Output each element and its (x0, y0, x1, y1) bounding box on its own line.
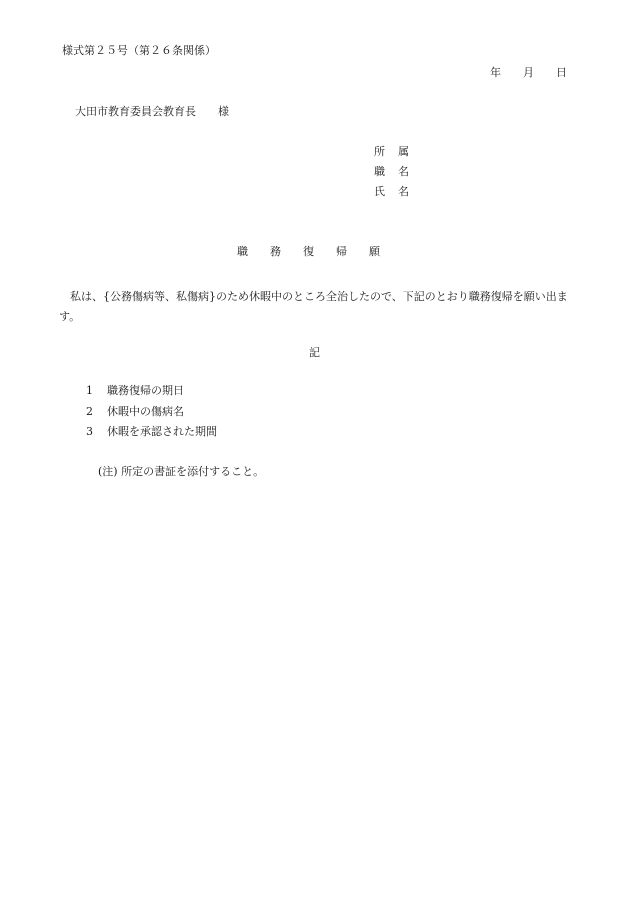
body-paragraph (59, 287, 575, 327)
date-line (490, 67, 567, 78)
title-char: 職 (237, 245, 248, 258)
date-month-label: 月 (523, 66, 534, 79)
name-label-1: 氏 (374, 185, 385, 198)
date-day-label: 日 (556, 66, 567, 79)
applicant-name-row (374, 186, 409, 197)
list-item-text: 休暇を承認された期間 (107, 425, 217, 438)
list-item (86, 385, 184, 396)
title-char: 願 (369, 245, 380, 258)
affiliation-label-1: 所 (374, 145, 385, 158)
affiliation-label-2: 属 (398, 145, 409, 158)
list-item (86, 406, 184, 417)
title-char: 帰 (336, 245, 347, 258)
addressee-name: 大田市教育委員会教育長 (75, 105, 196, 118)
list-item-number: 3 (86, 425, 93, 438)
ki-heading: 記 (309, 346, 320, 359)
list-item-number: 2 (86, 405, 93, 418)
name-label-2: 名 (398, 185, 409, 198)
date-year-label: 年 (490, 66, 501, 79)
document-title (237, 246, 380, 257)
list-item-text: 休暇中の傷病名 (107, 405, 184, 418)
body-text: 私は、{公務傷病等、私傷病}のため休暇中のところ全治したので、下記のとおり職務復帰を願い出ます。 (59, 290, 568, 323)
applicant-position-row (374, 166, 409, 177)
title-char: 務 (270, 245, 281, 258)
list-item (86, 426, 217, 437)
title-char: 復 (303, 245, 314, 258)
form-number: 様式第２５号（第２６条関係） (62, 44, 216, 57)
list-item-number: 1 (86, 384, 93, 397)
list-item-text: 職務復帰の期日 (107, 384, 184, 397)
addressee-honorific: 様 (218, 105, 229, 118)
position-label-2: 名 (398, 165, 409, 178)
applicant-affiliation-row (374, 146, 409, 157)
position-label-1: 職 (374, 165, 385, 178)
addressee (75, 106, 229, 117)
note-text: (注) 所定の書証を添付すること。 (98, 465, 265, 478)
